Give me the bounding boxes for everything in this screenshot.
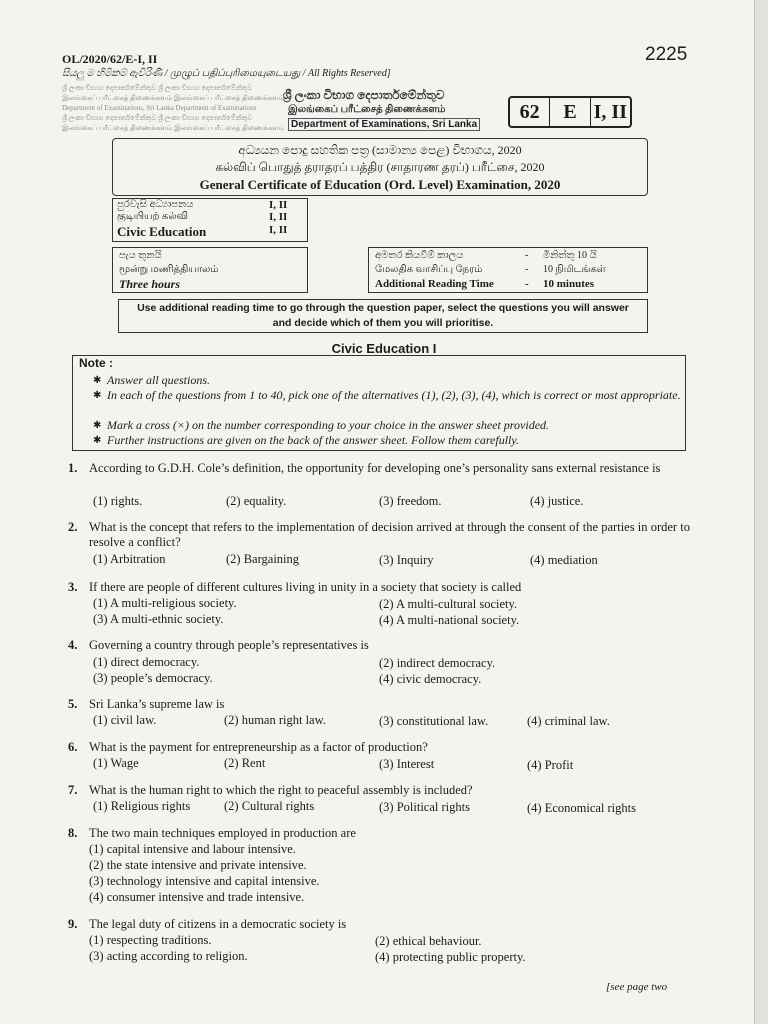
note-label: Note : [79, 356, 113, 370]
note-item: ✱ Mark a cross (×) on the number corresponding to your choice in the answer sheet provided. [93, 418, 550, 432]
subject-label: Civic Education [117, 224, 207, 239]
paper-reference-code: OL/2020/62/E-I, II [62, 52, 158, 66]
note-item: ✱ In each of the questions from 1 to 40, pick one of the alternatives (1), (2), (3), (4), which is correct or most appropriate. [93, 388, 681, 402]
question-number: 5. [68, 697, 78, 711]
question-number: 4. [68, 638, 78, 652]
question-number: 6. [68, 740, 78, 754]
question-5 [68, 697, 690, 712]
department-name-english: Department of Examinations, Sri Lanka [288, 118, 480, 131]
option[interactable]: (4) protecting public property. [375, 950, 526, 964]
question-stem: According to G.D.H. Cole’s definition, the opportunity for developing one’s personality sans external resistance is [89, 461, 661, 475]
exam-title-english: General Certificate of Education (Ord. Level) Examination, 2020 [199, 177, 561, 192]
question-number: 9. [68, 917, 78, 931]
paper-code-medium: E [549, 98, 589, 126]
option[interactable]: (1) respecting traditions. [89, 933, 212, 947]
asterisk-icon: ✱ [93, 420, 102, 431]
option[interactable]: (4) mediation [530, 553, 598, 567]
question-stem: Sri Lanka’s supreme law is [89, 697, 225, 711]
subject-box [112, 198, 308, 242]
instruction-line: Use additional reading time to go through the question paper, select the questions you will answer [137, 302, 629, 314]
question-stem: What is the concept that refers to the implementation of decision arrived at through the consent of the parties in order to resolve a conflict? [89, 520, 690, 549]
asterisk-icon: ✱ [93, 375, 102, 386]
question-6 [68, 740, 690, 755]
question-stem: The two main techniques employed in production are [89, 826, 356, 840]
subject-parts: I, II [269, 199, 288, 211]
question-7 [68, 783, 690, 798]
option[interactable]: (3) Political rights [379, 800, 470, 814]
option[interactable]: (2) A multi-cultural society. [379, 597, 518, 611]
question-number: 7. [68, 783, 78, 797]
option[interactable]: (1) Wage [93, 756, 139, 770]
option[interactable]: (4) civic democracy. [379, 672, 482, 686]
question-stem: If there are people of different cultures living in unity in a society that society is called [89, 580, 522, 594]
option[interactable]: (2) the state intensive and private intensive. [89, 858, 307, 872]
department-name-sinhala: ශ්‍රී ලංකා විභාග දෙපාර්තමේන්තුව [283, 88, 445, 102]
question-stem: Governing a country through people’s representatives is [89, 638, 369, 652]
question-number: 8. [68, 826, 78, 840]
question-1 [68, 461, 690, 476]
option[interactable]: (3) Interest [379, 757, 435, 771]
option[interactable]: (1) Arbitration [93, 552, 166, 566]
option[interactable]: (2) indirect democracy. [379, 656, 496, 670]
watermark-line: ශ්‍රී ලංකා විභාග දෙපාර්තමේන්තුව ශ්‍රී ලංකා විභාග දෙපාර්තමේන්තුව [62, 84, 253, 92]
option[interactable]: (2) human right law. [224, 713, 326, 727]
option[interactable]: (3) Inquiry [379, 553, 434, 567]
option[interactable]: (2) Cultural rights [224, 799, 315, 813]
duration-sinhala: පැය තුනයි [119, 250, 162, 261]
option[interactable]: (1) capital intensive and labour intensive. [89, 842, 296, 856]
option[interactable]: (2) Bargaining [226, 552, 300, 566]
paper-code-number: 62 [519, 100, 540, 123]
page-edge [754, 0, 768, 1024]
note-item: ✱ Answer all questions. [93, 373, 211, 387]
option[interactable]: (2) ethical behaviour. [375, 934, 482, 948]
exam-title-box [112, 138, 648, 196]
option[interactable]: (4) Economical rights [527, 801, 636, 815]
option[interactable]: (1) direct democracy. [93, 655, 200, 669]
reading-value: මිනිත්තු 10 යි [543, 250, 597, 261]
subject-parts: I, II [269, 224, 288, 236]
option[interactable]: (4) A multi-national society. [379, 613, 520, 627]
watermark-line: ශ්‍රී ලංකා විභාග දෙපාර්තමේන්තුව ශ්‍රී ලංකා විභාග දෙපාර්තමේන්තුව [62, 114, 253, 122]
option[interactable]: (1) rights. [93, 494, 143, 508]
question-9 [68, 917, 690, 932]
page-turn-footer: [see page two [606, 981, 668, 993]
reading-row-tamil [375, 263, 641, 277]
duration-tamil: மூன்று மணித்தியாலம் [119, 264, 219, 275]
question-number: 2. [68, 520, 78, 534]
subject-row-english [117, 224, 303, 240]
option[interactable]: (3) freedom. [379, 494, 442, 508]
asterisk-icon: ✱ [93, 390, 102, 401]
rights-notice: සියලු ම හිමිකම් ඇවිරිණි / முழுப் பதிப்புரிமையுடையது / All Rights Reserved] [62, 68, 391, 79]
question-8 [68, 826, 690, 841]
question-2 [68, 520, 690, 550]
option[interactable]: (3) people’s democracy. [93, 671, 213, 685]
watermark-line: இலங்கைப் பரீட்சைத் திணைக்களம் இலங்கைப் பரீட்சைத் திணைக்களம் [62, 124, 285, 132]
reading-value: 10 minutes [543, 278, 595, 290]
reading-dash: - [525, 278, 529, 290]
question-number: 1. [68, 461, 78, 475]
reading-value: 10 நிமிடங்கள் [543, 264, 606, 275]
reading-instruction-box [118, 299, 648, 333]
subject-parts: I, II [269, 211, 288, 223]
reading-time-box [368, 247, 648, 293]
option[interactable]: (2) Rent [224, 756, 266, 770]
paper-code-box [508, 96, 632, 128]
subject-row-tamil [117, 211, 303, 223]
option[interactable]: (4) justice. [530, 494, 584, 508]
option[interactable]: (1) civil law. [93, 713, 157, 727]
reading-row-english [375, 277, 641, 291]
reading-dash: - [525, 250, 529, 261]
asterisk-icon: ✱ [93, 435, 102, 446]
reading-label: Additional Reading Time [375, 278, 494, 290]
option[interactable]: (1) Religious rights [93, 799, 191, 813]
reading-dash: - [525, 264, 529, 275]
duration-english: Three hours [119, 277, 181, 291]
option[interactable]: (2) equality. [226, 494, 287, 508]
option[interactable]: (3) A multi-ethnic society. [93, 612, 224, 626]
watermark-line: Department of Examinations, Sri Lanka Department of Examinations [62, 104, 257, 112]
subject-label: குடியியற் கல்வி [117, 211, 189, 222]
question-stem: The legal duty of citizens in a democratic society is [89, 917, 347, 931]
option[interactable]: (4) consumer intensive and trade intensive. [89, 890, 305, 904]
exam-title-sinhala: අධ්‍යයන පොදු සහතික පත්‍ර (සාමාන්‍ය පෙළ) විභාගය, 2020 [238, 143, 522, 157]
option[interactable]: (4) Profit [527, 758, 574, 772]
reading-row-sinhala [375, 249, 641, 263]
question-3 [68, 580, 690, 595]
option[interactable]: (3) acting according to religion. [89, 949, 248, 963]
instruction-line: and decide which of them you will prioritise. [272, 317, 494, 329]
reading-label: மேலதிக வாசிப்பு நேரம் [375, 264, 483, 275]
option[interactable]: (1) A multi-religious society. [93, 596, 237, 610]
paper-code-parts: I, II [590, 98, 630, 126]
paper-title: Civic Education I [331, 341, 437, 356]
subject-label: පුරවැසි අධ්‍යාපනය [117, 199, 194, 210]
exam-title-tamil: கல்விப் பொதுத் தராதரப் பத்திர (சாதாரண தரப்) பரீட்சை, 2020 [215, 160, 545, 174]
note-box [72, 355, 686, 451]
question-stem: What is the human right to which the right to peaceful assembly is included? [89, 783, 473, 797]
department-name-tamil: இலங்கைப் பரீட்சைத் திணைக்களம் [288, 104, 446, 115]
watermark-line: இலங்கைப் பரீட்சைத் திணைக்களம் இலங்கைப் பரீட்சைத் திணைக்களம் [62, 94, 285, 102]
reading-label: අමතර කියවීම් කාලය [375, 250, 464, 261]
option[interactable]: (3) technology intensive and capital intensive. [89, 874, 320, 888]
option[interactable]: (4) criminal law. [527, 714, 610, 728]
subject-row-sinhala [117, 199, 303, 211]
page-number: 2225 [645, 44, 688, 65]
duration-box [112, 247, 308, 293]
question-4 [68, 638, 690, 653]
option[interactable]: (3) constitutional law. [379, 714, 489, 728]
note-item: ✱ Further instructions are given on the back of the answer sheet. Follow them carefully. [93, 433, 520, 447]
question-stem: What is the payment for entrepreneurship as a factor of production? [89, 740, 428, 754]
question-number: 3. [68, 580, 78, 594]
